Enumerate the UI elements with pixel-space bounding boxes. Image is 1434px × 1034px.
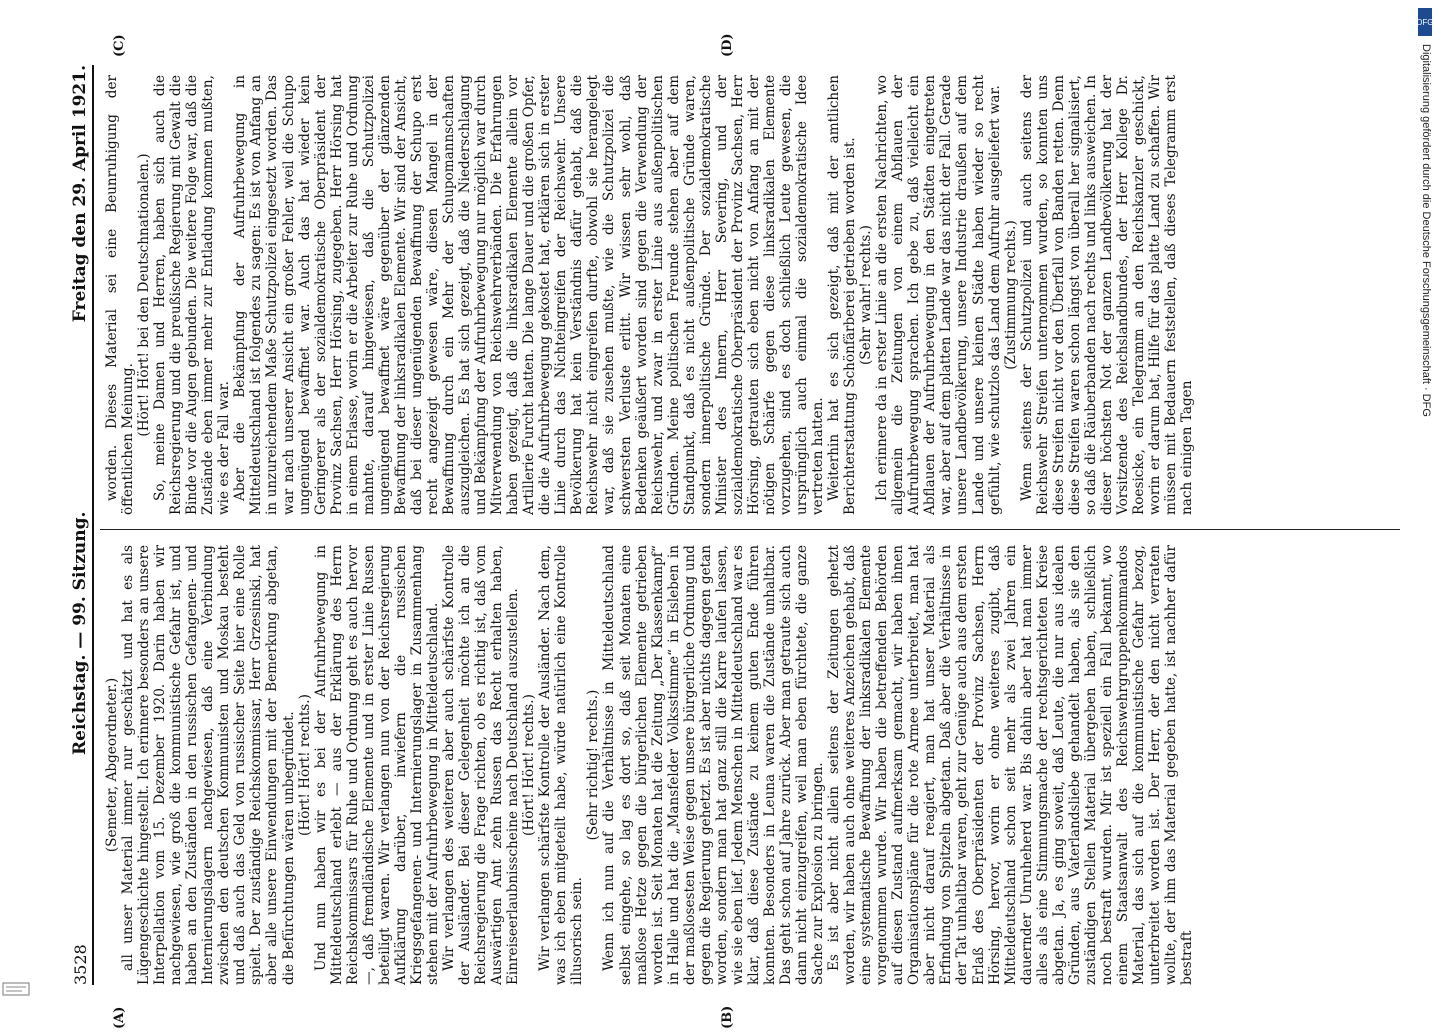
paragraph: all unser Material immer nur geschätzt und hat es als Lügengeschichte hingestellt. Ich erinnere besonders an unsere Interpellation vom 15. Dezember 1920. Darin haben wir nachgewiesen, wie groß die kommunistische Gefahr ist, und haben an den Zuständen in den russischen Gefangenen- und Internierungslagern nachgewiesen, daß eine Verbindung zwischen den deutschen Kommunisten und Moskau besteht und daß auch das Geld von russischer Seite hier eine Rolle spielt. Der zuständige Reichskommissar, Herr Grzesinski, hat aber alle unsere Einwendungen mit der Bemerkung abgetan, die Befürchtungen wären unbegründet. bbox=[120, 545, 297, 985]
paragraph: Ich erinnere da in erster Linie an die ersten Nachrichten, wo allgemein die Zeitungen von einem Abflauen der Aufruhrbewegung sprachen. Ich gebe zu, daß vielleicht ein Abflauen der Aufruhrbewegung in den Städten eingetreten war, aber auf dem platten Lande war das nicht der Fall. Gerade unsere Landbevölkerung, unsere Industrie draußen auf dem Lande und unsere kleinen Städte haben wieder so recht gefühlt, wie schutzlos das Land dem Aufruhr ausgeliefert war. bbox=[874, 75, 1003, 515]
paragraph: worden. Dieses Material sei eine Beunruhigung der öffentlichen Meinung. bbox=[104, 75, 137, 515]
header-right-title: Freitag den 29. April 1921. bbox=[70, 65, 90, 323]
interjection: (Hört! Hört! rechts.) bbox=[296, 694, 313, 836]
paragraph: Weiterhin hat es sich gezeigt, daß mit der amtlichen Berichterstattung Schönfärberei getrieben worden ist. bbox=[826, 75, 859, 515]
margin-mark-a: (A) bbox=[112, 1006, 127, 1029]
paragraph: So, meine Damen und Herren, haben sich auch die Reichsregierung und die preußische Regierung mit Gewalt die Binde vor die Augen gebunden. Die weitere Folge war, daß die Zustände eben immer mehr zur Entladung kommen mußten, wie es der Fall war. bbox=[152, 75, 233, 515]
column-divider bbox=[100, 529, 1400, 530]
paragraph: Wenn ich nun auf die Verhältnisse in Mitteldeutschland selbst eingehe, so lag es dort so, daß seit Monaten eine maßlose Hetze gegen die bürgerlichen Elemente getrieben worden ist. Seit Monaten hat die Zeitung „Der Klassenkampf“ in Halle und hat die „Mansfelder Volksstimme“ in Eisleben in der maßlosesten Weise gegen unsere bürgerliche Ordnung und gegen die Regierung gehetzt. Es ist aber nichts dagegen getan worden, sondern man hat ganz still die Karre laufen lassen, wie sie eben lief. Jedem Menschen in Mitteldeutschland war es klar, daß diese Zustände zu keinem guten Ende führen konnten. Besonders in Leuna waren die Zustände unhaltbar. Das geht schon auf Jahre zurück. Aber man getraute sich auch dann nicht einzugreifen, weil man eben fürchtete, die ganze Sache zur Explosion zu bringen. bbox=[601, 545, 827, 985]
header-left-title: Reichstag. — 99. Sitzung. bbox=[70, 511, 90, 755]
text-column-left bbox=[104, 545, 1404, 985]
interjection: (Zustimmung rechts.) bbox=[1002, 220, 1019, 370]
paragraph: Wenn seitens der Schutzpolizei und auch seitens der Reichswehr Streifen unternommen wurden, so konnten uns diese Streifen nicht vor den Überfall von Banden retten. Denn diese Streifen waren schon längst von überall her signalisiert, so daß die Räuberbanden nach rechts und links ausweichen. In dieser höchsten Not der ganzen Landbevölkerung hat der Vorsitzende des Reichslandbundes, der Herr Kollege Dr. Roesicke, ein Telegramm an den Reichskanzler geschickt, worin er darum bat, Hilfe für das platte Land zu schaffen. Wir müssen mit Bedauern feststellen, daß dieses Telegramm erst nach einigen Tagen bbox=[1018, 75, 1196, 515]
library-stamp-icon bbox=[2, 980, 32, 998]
text-column-right bbox=[104, 75, 1404, 515]
interjection: (Sehr richtig! rechts.) bbox=[585, 689, 602, 841]
page-header bbox=[60, 65, 94, 985]
interjection: (Hört! Hört! rechts.) bbox=[521, 694, 538, 836]
paragraph: Es ist aber nicht allein seitens der Zeitungen gehetzt worden, wir haben auch ohne weiteres Anzeichen gehabt, daß eine systematische Bewaffnung der linksradikalen Elemente vorgenommen wurde. Wir haben die betreffenden Behörden auf diesen Zustand aufmerksam gemacht, wir haben ihnen Organisationspläne für die rote Armee unterbreitet, man hat aber nicht darauf reagiert, man hat unser Material als Erfindung von Spitzeln abgetan. Daß aber die Verhältnisse in der Tat unhaltbar waren, geht zur Genüge auch aus dem ersten Erlaß des Oberpräsidenten der Provinz Sachsen, Herrn Hörsing, hervor, worin er ohne weiteres zugibt, daß Mitteldeutschland schon seit mehr als zwei Jahren ein dauernder Unruheherd war. Bis dahin aber hat man immer alles als eine Stimmungsmache der rechtsgerichteten Kreise abgetan. Ja, es ging soweit, daß Leute, die nur aus idealen Gründen, aus Vaterlandsliebe gehandelt haben, als sie den zuständigen Stellen Material übergeben haben, schließlich noch bestraft wurden. Mir ist speziell ein Fall bekannt, wo einem Staatsanwalt des Reichswehrgruppenkommandos Material, das sich auf die kommunistische Gefahr bezog, unterbreitet worden ist. Der Herr, der den nicht verraten wollte, der ihm das Material gegeben hatte, ist nachher dafür bestraft bbox=[826, 545, 1196, 985]
paragraph: Aber die Bekämpfung der Aufruhrbewegung in Mitteldeutschland ist folgendes zu sagen: Es ist von Anfang an in unzureichendem Maße Schutzpolizei eingesetzt worden. Das war nach unserer Ansicht ein großer Fehler, weil die Schupo ungenügend bewaffnet war. Auch das hat wieder kein Geringerer als der sozialdemokratische Oberpräsident der Provinz Sachsen, Herr Hörsing, zugegeben. Herr Hörsing hat in einem Erlasse, worin er die Arbeiter zur Ruhe und Ordnung mahnte, darauf hingewiesen, daß die Schutzpolizei ungenügend bewaffnet wäre gegenüber der glänzenden Bewaffnung der linksradikalen Elemente. Wir sind der Ansicht, daß bei dieser ungenügenden Bewaffnung der Schupo erst recht angezeigt gewesen wäre, diesen Mangel in der Bewaffnung durch ein Mehr der Schupomannschaften auszugleichen. Es hat sich gezeigt, daß die Niederschlagung und Bekämpfung der Aufruhrbewegung nur möglich war durch Mitverwendung von Reichswehrverbänden. Die Erfahrungen haben gezeigt, daß die linksradikalen Elemente allein vor Artillerie Furcht hatten. Die lange Dauer und die großen Opfer, die die Aufruhrbewegung gekostet hat, erklären sich in erster Linie durch das Nichteingreifen der Reichswehr. Unsere Bevölkerung hat kein Verständnis dafür gehabt, daß die Reichswehr nicht eingreifen durfte, obwohl sie herangelegt war, daß sie zusehen mußte, wie die Schutzpolizei die schwersten Verluste erlitt. Wir wissen sehr wohl, daß Bedenken geäußert worden sind gegen die Verwendung der Reichswehr, und zwar in erster Linie aus außenpolitischen Gründen. Meine politischen Freunde stehen aber auf dem Standpunkt, daß es nicht außenpolitische Gründe waren, sondern innerpolitische Gründe. Der sozialdemokratische Minister des Innern, Herr Severing, und der sozialdemokratische Oberpräsident der Provinz Sachsen, Herr Hörsing, getrauten sich eben nicht von Anfang an mit der nötigen Schärfe gegen diese linksradikalen Elemente vorzugehen, sind es doch schließlich Leute gewesen, die ursprünglich auch einmal die sozialdemokratische Idee vertreten hatten. bbox=[232, 75, 827, 515]
rotated-page-content bbox=[60, 33, 1410, 1029]
dfg-logo: DFG bbox=[1418, 8, 1432, 36]
paragraph: Wir verlangen des weiteren aber auch schärfste Kontrolle der Ausländer. Bei dieser Gelegenheit möchte ich an die Reichsregierung die Frage richten, ob es richtig ist, daß vom Auswärtigen Amt zehn Russen das Recht erhalten haben, Einreiseerlaubnisscheine nach Deutschland auszustellen. bbox=[440, 545, 522, 985]
page-number: 3528 bbox=[71, 944, 90, 985]
margin-mark-d: (D) bbox=[720, 33, 735, 57]
funding-notice-text: Digitalisierung gefördert durch die Deutsche Forschungsgemeinschaft · DFG bbox=[1420, 44, 1432, 417]
margin-mark-c: (C) bbox=[112, 34, 127, 57]
interjection: (Hört! Hört! bei den Deutschnationalen.) bbox=[136, 153, 153, 437]
interjection: (Sehr wahr! rechts.) bbox=[858, 225, 875, 365]
paragraph: Wir verlangen schärfste Kontrolle der Ausländer. Nach dem, was ich eben mitgeteilt habe, würde natürlich eine Kontrolle illusorisch sein. bbox=[537, 545, 586, 985]
margin-mark-b: (B) bbox=[720, 1005, 735, 1029]
funding-notice bbox=[1416, 44, 1432, 1034]
paragraph: (Semeter, Abgeordneter.) bbox=[104, 677, 120, 853]
paragraph: Und nun haben wir es bei der Aufruhrbewegung in Mitteldeutschland erlebt — aus der Erklärung des Herrn Reichskommissars für Ruhe und Ordnung geht es auch hervor —, daß fremdländische Elemente und in erster Linie Russen beteiligt waren. Wir verlangen nun von der Reichsregierung Aufklärung darüber, inwiefern die russischen Kriegsgefangenen- und Internierungslager in Zusammenhang stehen mit der Aufruhrbewegung in Mitteldeutschland. bbox=[312, 545, 441, 985]
